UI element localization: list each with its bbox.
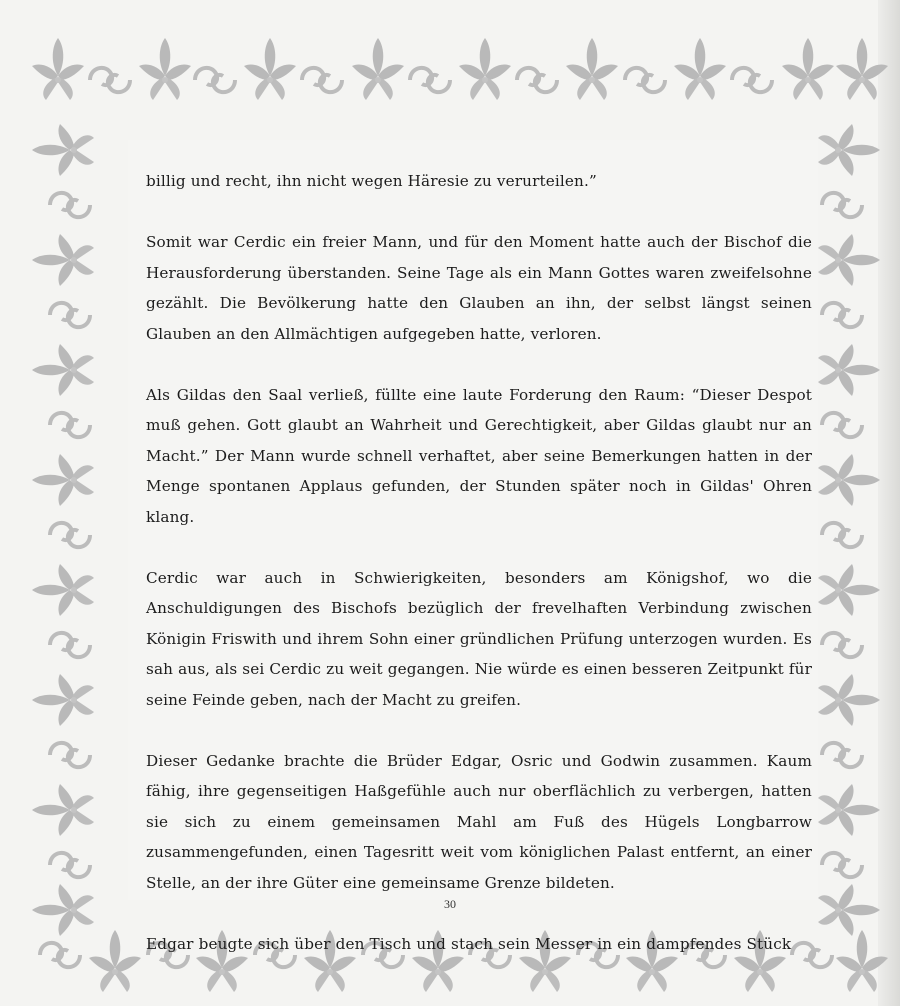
paragraph-5: Dieser Gedanke brachte die Brüder Edgar, Osric und Godwin zusammen. Kaum fähig, ihre gegenseitigen Haßgefühle auch nur oberflächlich zu verbergen, hatten sie sich zu einem gemeinsamen Mahl am Fuß des Hügels Longbarrow zusammengefunden, einen Tagesritt weit vom königlichen Palast entfernt, an einer Stelle, an der ihre Güter eine gemeinsame Grenze bildeten. bbox=[146, 751, 812, 892]
paragraph-6: Edgar beugte sich über den Tisch und stach sein Messer in ein dampfendes Stück bbox=[146, 934, 792, 953]
paragraph-3: Als Gildas den Saal verließ, füllte eine laute Forderung den Raum: “Dieser Despot muß gehen. Gott glaubt an Wahrheit und Gerechtigkeit, aber Gildas glaubt nur an Macht.” Der Mann wurde schnell verhaftet, aber seine Bemerkungen hatten in der Menge spontanen Applaus gefunden, der Stunden später noch in Gildas' Ohren klang. bbox=[146, 385, 812, 526]
page-number: 30 bbox=[444, 897, 456, 911]
paragraph-1: billig und recht, ihn nicht wegen Häresie zu verurteilen.” bbox=[146, 172, 597, 190]
paragraph-2: Somit war Cerdic ein freier Mann, und für den Moment hatte auch der Bischof die Herausforderung überstanden. Seine Tage als ein Mann Gottes waren zweifelsohne gezählt. Die Bevölkerung hatte den Glauben an ihn, der selbst längst seinen Glauben an den Allmächtigen aufgegeben hatte, verloren. bbox=[146, 233, 812, 343]
body-text bbox=[146, 166, 812, 990]
paragraph-4: Cerdic war auch in Schwierigkeiten, besonders am Königshof, wo die Anschuldigungen des Bischofs bezüglich der frevelhaften Verbindung zwischen Königin Friswith und ihrem Sohn einer gründlichen Prüfung unterzogen wurden. Es sah aus, als sei Cerdic zu weit gegangen. Nie würde es einen besseren Zeitpunkt für seine Feinde geben, nach der Macht zu greifen. bbox=[146, 568, 812, 709]
